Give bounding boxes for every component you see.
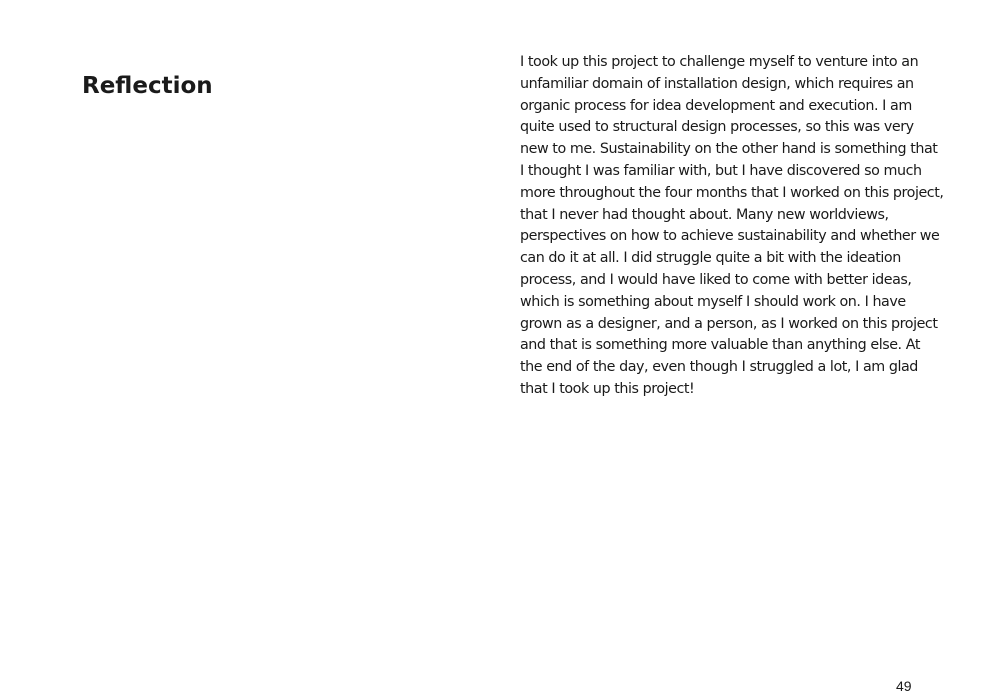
section-heading: Reflection	[82, 73, 213, 99]
page-number: 49	[896, 678, 912, 694]
reflection-paragraph: I took up this project to challenge myself to venture into an unfamiliar domain of installation design, which requires an organic process for idea development and execution. I am quite used to structural design processes, so this was very new to me. Sustainability on the other hand is something that I thought I was familiar with, but I have discovered so much more throughout the four months that I worked on this project, that I never had thought about. Many new worldviews, perspectives on how to achieve sustainability and whether we can do it at all. I did struggle quite a bit with the ideation process, and I would have liked to come with better ideas, which is something about myself I should work on. I have grown as a designer, and a person, as I worked on this project and that is something more valuable than anything else. At the end of the day, even though I struggled a lot, I am glad that I took up this project!	[520, 54, 944, 397]
